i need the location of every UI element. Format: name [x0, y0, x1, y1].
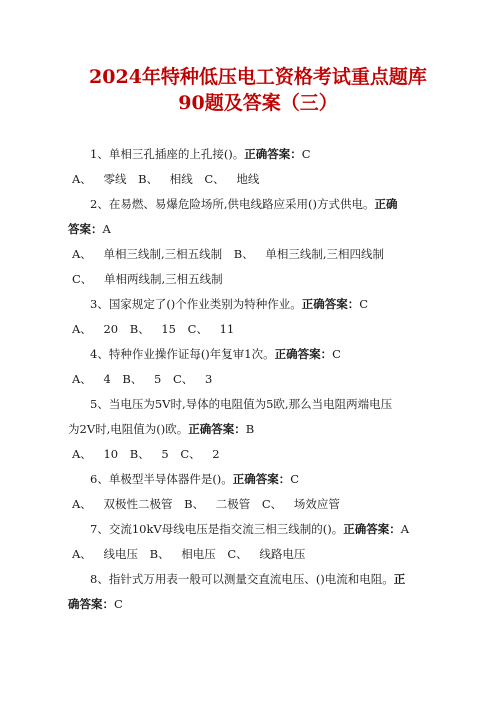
- question-7-options: A、 线电压 B、 相电压 C、 线路电压: [72, 547, 306, 561]
- question-7: 7、交流10kV母线电压是指交流三相三线制的()。正确答案：A: [90, 522, 410, 536]
- question-list: [68, 142, 448, 617]
- question-5: 5、当电压为5V时,导体的电阻值为5欧,那么当电阻两端电压: [90, 397, 393, 411]
- question-2-options-2: C、 单相两线制,三相五线制: [72, 272, 223, 286]
- question-3-options: A、 20 B、 15 C、 11: [72, 322, 235, 336]
- document-title-line1: 2024年特种低压电工资格考试重点题库: [89, 66, 427, 88]
- question-2-options-1: A、 单相三线制,三相五线制 B、 单相三线制,三相四线制: [72, 247, 385, 261]
- question-5-cont: 为2V时,电阻值为()欧。正确答案：B: [68, 422, 255, 436]
- question-2-answer: 答案：A: [68, 222, 111, 236]
- question-4: 4、特种作业操作证每()年复审1次。正确答案：C: [90, 347, 341, 361]
- question-3: 3、国家规定了()个作业类别为特种作业。正确答案：C: [90, 297, 369, 311]
- question-8-answer: 确答案：C: [68, 597, 123, 611]
- question-6-options: A、 双极性二极管 B、 二极管 C、 场效应管: [72, 497, 340, 511]
- question-2: 2、在易燃、易爆危险场所,供电线路应采用()方式供电。正确: [90, 197, 398, 211]
- question-8: 8、指针式万用表一般可以测量交直流电压、()电流和电阻。正: [90, 572, 406, 586]
- document-title-line2: 90题及答案（三）: [178, 92, 338, 114]
- question-5-options: A、 10 B、 5 C、 2: [72, 447, 220, 461]
- question-6: 6、单极型半导体器件是()。正确答案：C: [90, 472, 300, 486]
- question-4-options: A、 4 B、 5 C、 3: [72, 372, 213, 386]
- question-1: 1、单相三孔插座的上孔接()。正确答案：C: [90, 147, 311, 161]
- question-1-options: A、 零线 B、 相线 C、 地线: [72, 172, 260, 186]
